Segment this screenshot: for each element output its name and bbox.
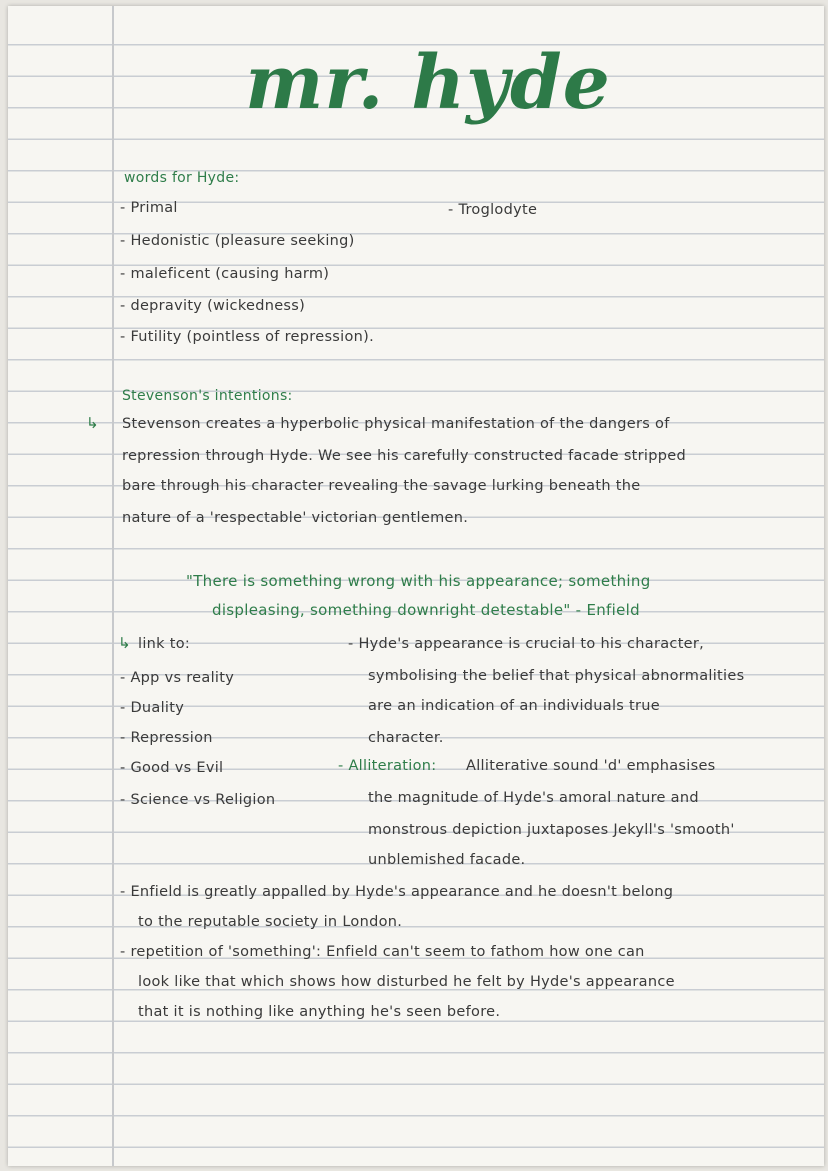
arrow-right-icon: ↳ (118, 634, 131, 652)
arrow-right-icon: ↳ (86, 414, 99, 432)
link-item: - App vs reality (120, 670, 235, 686)
words-heading: words for Hyde: (124, 170, 240, 186)
alliteration-label: - Alliteration: (338, 758, 437, 774)
notebook-page (8, 6, 824, 1166)
word-item: - maleficent (causing harm) (120, 266, 330, 282)
word-item: - depravity (wickedness) (120, 298, 306, 314)
alliteration-line: the magnitude of Hyde's amoral nature and (368, 790, 699, 806)
analysis-line: are an indication of an individuals true (368, 698, 660, 714)
margin-line (112, 6, 114, 1166)
note-line: - repetition of 'something': Enfield can't seem to fathom how one can (120, 944, 645, 960)
analysis-line: symbolising the belief that physical abnormalities (368, 668, 745, 684)
quote-line: "There is something wrong with his appearance; something (186, 572, 651, 590)
intention-line: nature of a 'respectable' victorian gentlemen. (122, 510, 469, 526)
note-line: to the reputable society in London. (138, 914, 403, 930)
intentions-heading: Stevenson's intentions: (122, 388, 293, 404)
quote-line: displeasing, something downright detestable" - Enfield (212, 601, 640, 619)
word-item: - Futility (pointless of repression). (120, 329, 375, 345)
link-item: - Repression (120, 730, 213, 746)
links-heading: link to: (138, 636, 191, 652)
word-item: - Primal (120, 200, 178, 216)
analysis-line: character. (368, 730, 444, 746)
word-item-extra: - Troglodyte (448, 202, 538, 218)
alliteration-line: monstrous depiction juxtaposes Jekyll's 'smooth' (368, 822, 735, 838)
intention-line: Stevenson creates a hyperbolic physical manifestation of the dangers of (122, 416, 670, 432)
word-item: - Hedonistic (pleasure seeking) (120, 233, 355, 249)
intention-line: repression through Hyde. We see his carefully constructed facade stripped (122, 448, 686, 464)
link-item: - Good vs Evil (120, 760, 224, 776)
note-line: that it is nothing like anything he's seen before. (138, 1004, 501, 1020)
alliteration-line: Alliterative sound 'd' emphasises (466, 758, 716, 774)
intention-line: bare through his character revealing the savage lurking beneath the (122, 478, 641, 494)
link-item: - Science vs Religion (120, 792, 276, 808)
link-item: - Duality (120, 700, 185, 716)
alliteration-line: unblemished facade. (368, 852, 526, 868)
page-title: mr. hyde (245, 40, 611, 126)
note-line: - Enfield is greatly appalled by Hyde's appearance and he doesn't belong (120, 884, 674, 900)
analysis-line: - Hyde's appearance is crucial to his character, (348, 636, 705, 652)
note-line: look like that which shows how disturbed he felt by Hyde's appearance (138, 974, 675, 990)
